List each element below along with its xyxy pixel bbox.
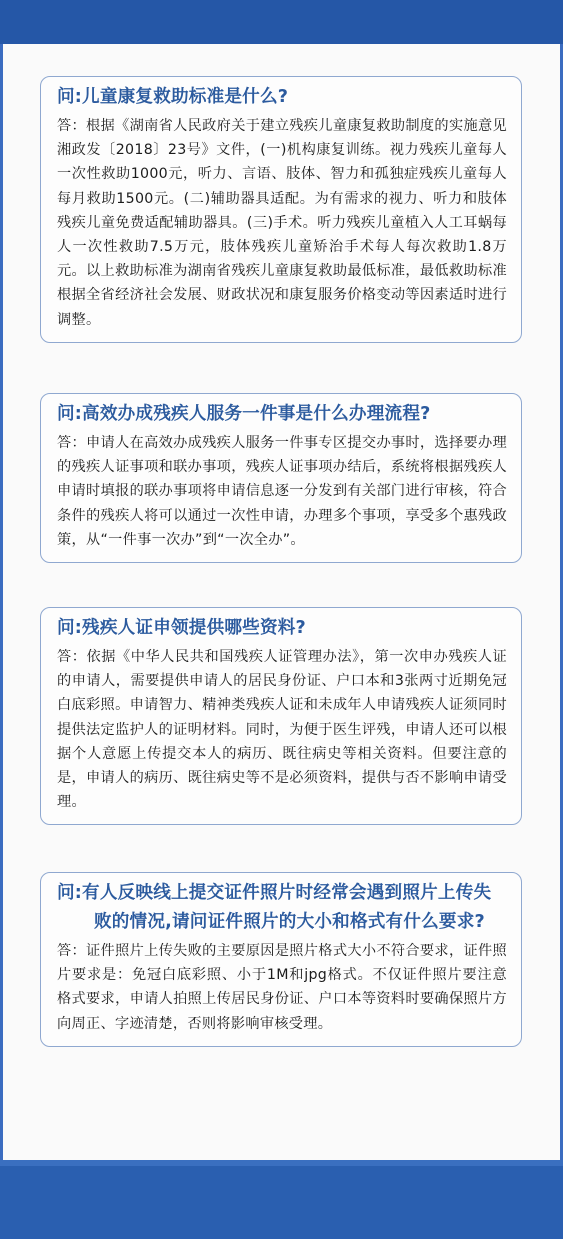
faq-card-4 bbox=[40, 872, 522, 1047]
faq-answer-4: 答：证件照片上传失败的主要原因是照片格式大小不符合要求，证件照片要求是：免冠白底彩照、小于1M和jpg格式。不仅证件照片要注意格式要求，申请人拍照上传居民身份证、户口本等资料时要确保照片方向周正、字迹清楚，否则将影响审核受理。 bbox=[57, 943, 507, 1032]
faq-card-3 bbox=[40, 607, 522, 825]
faq-question-2: 问:高效办成残疾人服务一件事是什么办理流程? bbox=[57, 404, 431, 424]
faq-question-3: 问:残疾人证申领提供哪些资料? bbox=[57, 618, 306, 638]
faq-answer-2: 答：申请人在高效办成残疾人服务一件事专区提交办事时，选择要办理的残疾人证事项和联办事项，残疾人证事项办结后，系统将根据残疾人申请时填报的联办事项将申请信息逐一分发到有关部门进行审核，符合条件的残疾人将可以通过一次性申请，办理多个事项，享受多个惠残政策，从“一件事一次办”到“一次全办”。 bbox=[57, 435, 507, 548]
faq-card-2 bbox=[40, 393, 522, 563]
faq-answer-1: 答：根据《湖南省人民政府关于建立残疾儿童康复救助制度的实施意见湘政发〔2018〕23号》文件，(一)机构康复训练。视力残疾儿童每人一次性救助1000元，听力、言语、肢体、智力和孤独症残疾儿童每人每月救助1500元。(二)辅助器具适配。为有需求的视力、听力和肢体残疾儿童免费适配辅助器具。(三)手术。听力残疾儿童植入人工耳蜗每人一次性救助7.5万元，肢体残疾儿童矫治手术每人每次救助1.8万元。以上救助标准为湖南省残疾儿童康复救助最低标准，最低救助标准根据全省经济社会发展、财政状况和康复服务价格变动等因素适时进行调整。 bbox=[57, 118, 507, 328]
bottom-banner bbox=[0, 1160, 563, 1239]
top-banner bbox=[0, 0, 563, 44]
faq-question-4: 问:有人反映线上提交证件照片时经常会遇到照片上传失败的情况,请问证件照片的大小和格式有什么要求? bbox=[57, 883, 492, 932]
faq-question-1: 问:儿童康复救助标准是什么? bbox=[57, 87, 289, 107]
faq-answer-3: 答：依据《中华人民共和国残疾人证管理办法》，第一次申办残疾人证的申请人，需要提供申请人的居民身份证、户口本和3张两寸近期免冠白底彩照。申请智力、精神类残疾人证和未成年人申请残疾人证须同时提供法定监护人的证明材料。同时，为便于医生评残，申请人还可以根据个人意愿上传提交本人的病历、既往病史等相关资料。但要注意的是，申请人的病历、既往病史等不是必须资料，提供与否不影响申请受理。 bbox=[57, 649, 507, 811]
left-border-line bbox=[0, 44, 3, 1160]
faq-card-1 bbox=[40, 76, 522, 343]
